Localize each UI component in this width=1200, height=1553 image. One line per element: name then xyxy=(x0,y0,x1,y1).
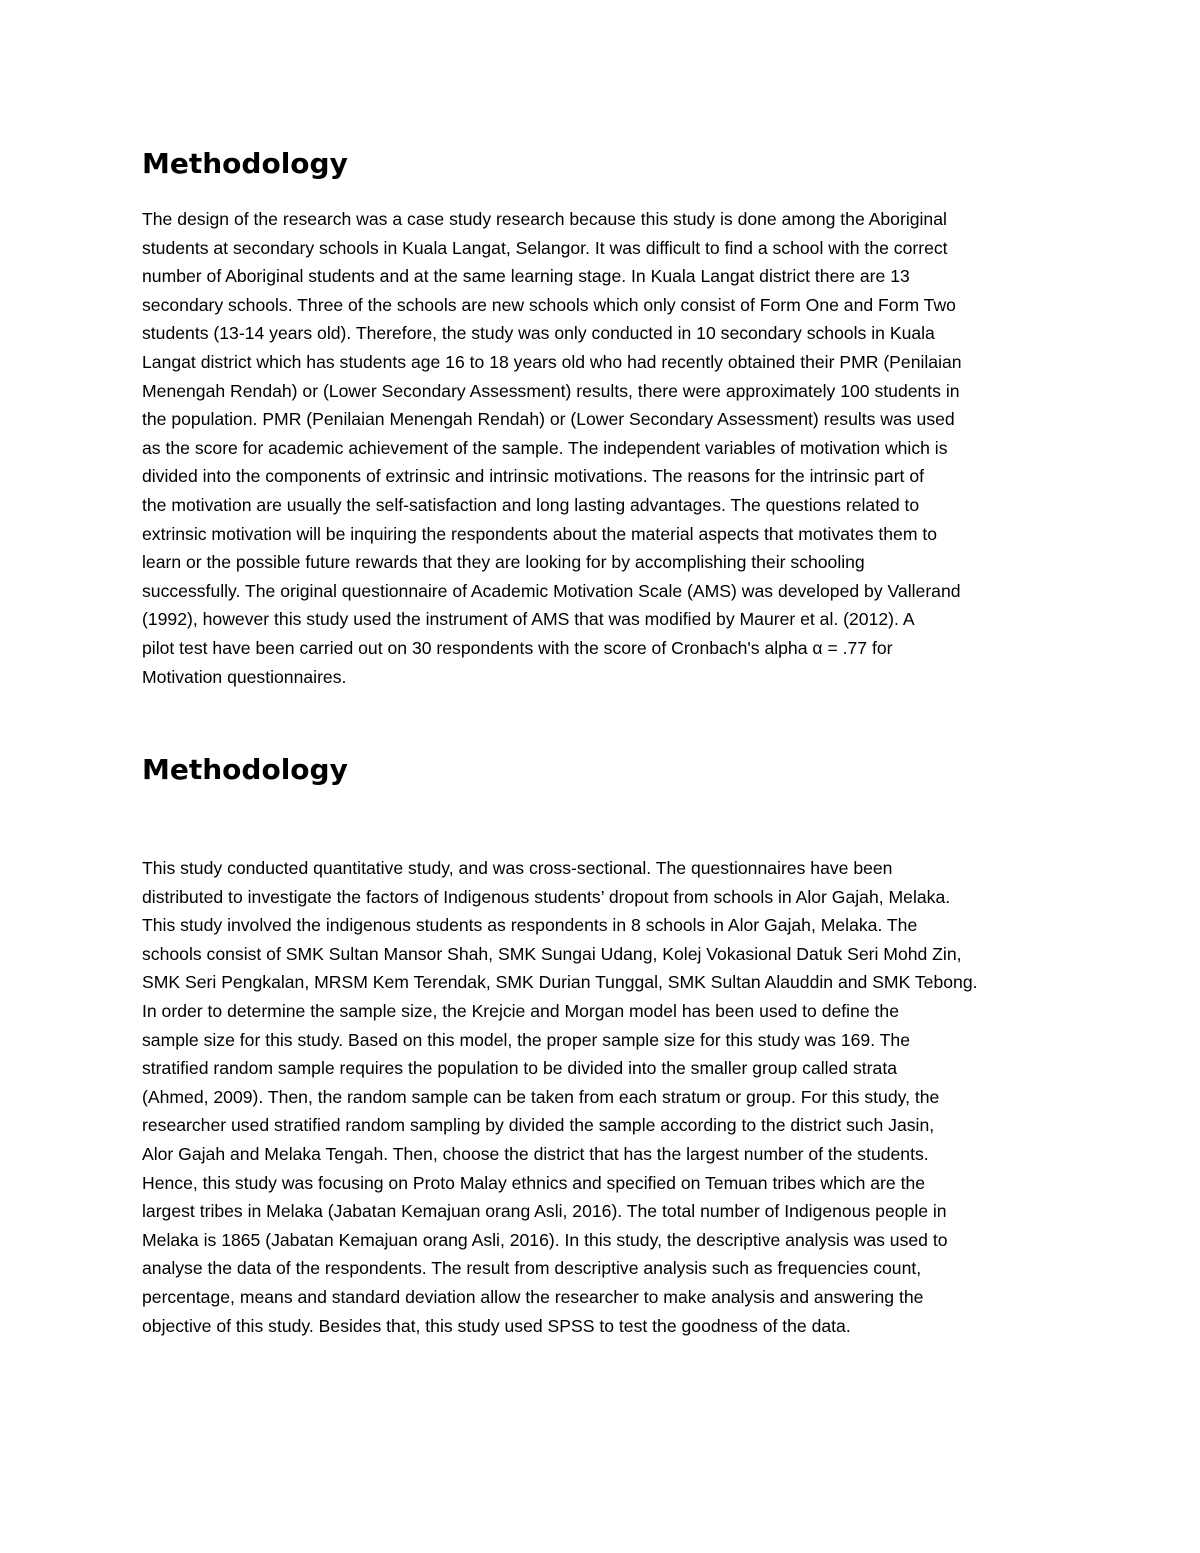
paragraph-line: (Ahmed, 2009). Then, the random sample can be taken from each stratum or group. For this study, the xyxy=(142,1086,940,1107)
paragraph-line: the motivation are usually the self-satisfaction and long lasting advantages. The questions related to xyxy=(142,494,920,515)
paragraph-line: pilot test have been carried out on 30 respondents with the score of Cronbach's alpha α = .77 for xyxy=(142,637,893,658)
paragraph-line: In order to determine the sample size, the Krejcie and Morgan model has been used to define the xyxy=(142,1000,899,1021)
paragraph-line: number of Aboriginal students and at the same learning stage. In Kuala Langat district there are 13 xyxy=(142,266,910,287)
paragraph-line: researcher used stratified random sampling by divided the sample according to the district such Jasin, xyxy=(142,1115,935,1136)
paragraph-line: schools consist of SMK Sultan Mansor Shah, SMK Sungai Udang, Kolej Vokasional Datuk Seri Mohd Zin, xyxy=(142,943,962,964)
paragraph-line: The design of the research was a case study research because this study is done among the Aboriginal xyxy=(142,209,947,229)
paragraph-line: extrinsic motivation will be inquiring the respondents about the material aspects that motivates them to xyxy=(142,523,938,544)
paragraph-line: distributed to investigate the factors of Indigenous students’ dropout from schools in Alor Gajah, Melaka. xyxy=(142,886,951,907)
paragraph-line: students (13-14 years old). Therefore, the study was only conducted in 10 secondary schools in Kuala xyxy=(142,323,935,344)
paragraph-line: Melaka is 1865 (Jabatan Kemajuan orang Asli, 2016). In this study, the descriptive analysis was used to xyxy=(142,1229,948,1250)
paragraph-line: successfully. The original questionnaire of Academic Motivation Scale (AMS) was developed by Vallerand xyxy=(142,580,961,601)
paragraph-line: stratified random sample requires the population to be divided into the smaller group called strata xyxy=(142,1058,898,1079)
section-1-heading: Methodology xyxy=(142,147,348,180)
paragraph-line: Motivation questionnaires. xyxy=(142,666,347,687)
paragraph-line: This study conducted quantitative study, and was cross-sectional. The questionnaires have been xyxy=(142,858,893,878)
paragraph-line: students at secondary schools in Kuala Langat, Selangor. It was difficult to find a school with the correct xyxy=(142,237,948,258)
paragraph-line: This study involved the indigenous students as respondents in 8 schools in Alor Gajah, Melaka. The xyxy=(142,915,918,936)
paragraph-line: percentage, means and standard deviation allow the researcher to make analysis and answering the xyxy=(142,1286,924,1307)
paragraph-line: Hence, this study was focusing on Proto Malay ethnics and specified on Temuan tribes which are the xyxy=(142,1172,926,1193)
paragraph-line: divided into the components of extrinsic and intrinsic motivations. The reasons for the intrinsic part of xyxy=(142,466,925,487)
paragraph-line: secondary schools. Three of the schools are new schools which only consist of Form One and Form Two xyxy=(142,294,956,315)
section-2-heading: Methodology xyxy=(142,753,348,786)
paragraph-line: objective of this study. Besides that, this study used SPSS to test the goodness of the data. xyxy=(142,1315,851,1336)
paragraph-line: largest tribes in Melaka (Jabatan Kemajuan orang Asli, 2016). The total number of Indigenous people in xyxy=(142,1201,947,1222)
section-1-paragraph xyxy=(142,205,1072,691)
paragraph-line: Alor Gajah and Melaka Tengah. Then, choose the district that has the largest number of the students. xyxy=(142,1143,929,1164)
paragraph-line: Menengah Rendah) or (Lower Secondary Assessment) results, there were approximately 100 students in xyxy=(142,380,960,401)
paragraph-line: Langat district which has students age 16 to 18 years old who had recently obtained their PMR (Penilaian xyxy=(142,351,962,372)
paragraph-line: SMK Seri Pengkalan, MRSM Kem Terendak, SMK Durian Tunggal, SMK Sultan Alauddin and SMK Tebong. xyxy=(142,972,978,993)
paragraph-line: analyse the data of the respondents. The result from descriptive analysis such as frequencies count, xyxy=(142,1258,922,1279)
paragraph-line: the population. PMR (Penilaian Menengah Rendah) or (Lower Secondary Assessment) results was used xyxy=(142,409,955,430)
paragraph-line: sample size for this study. Based on this model, the proper sample size for this study was 169. The xyxy=(142,1029,910,1050)
paragraph-line: as the score for academic achievement of the sample. The independent variables of motivation which is xyxy=(142,437,948,458)
section-2-paragraph xyxy=(142,854,1072,1340)
paragraph-line: (1992), however this study used the instrument of AMS that was modified by Maurer et al. (2012). A xyxy=(142,609,915,630)
paragraph-line: learn or the possible future rewards that they are looking for by accomplishing their schooling xyxy=(142,552,865,573)
